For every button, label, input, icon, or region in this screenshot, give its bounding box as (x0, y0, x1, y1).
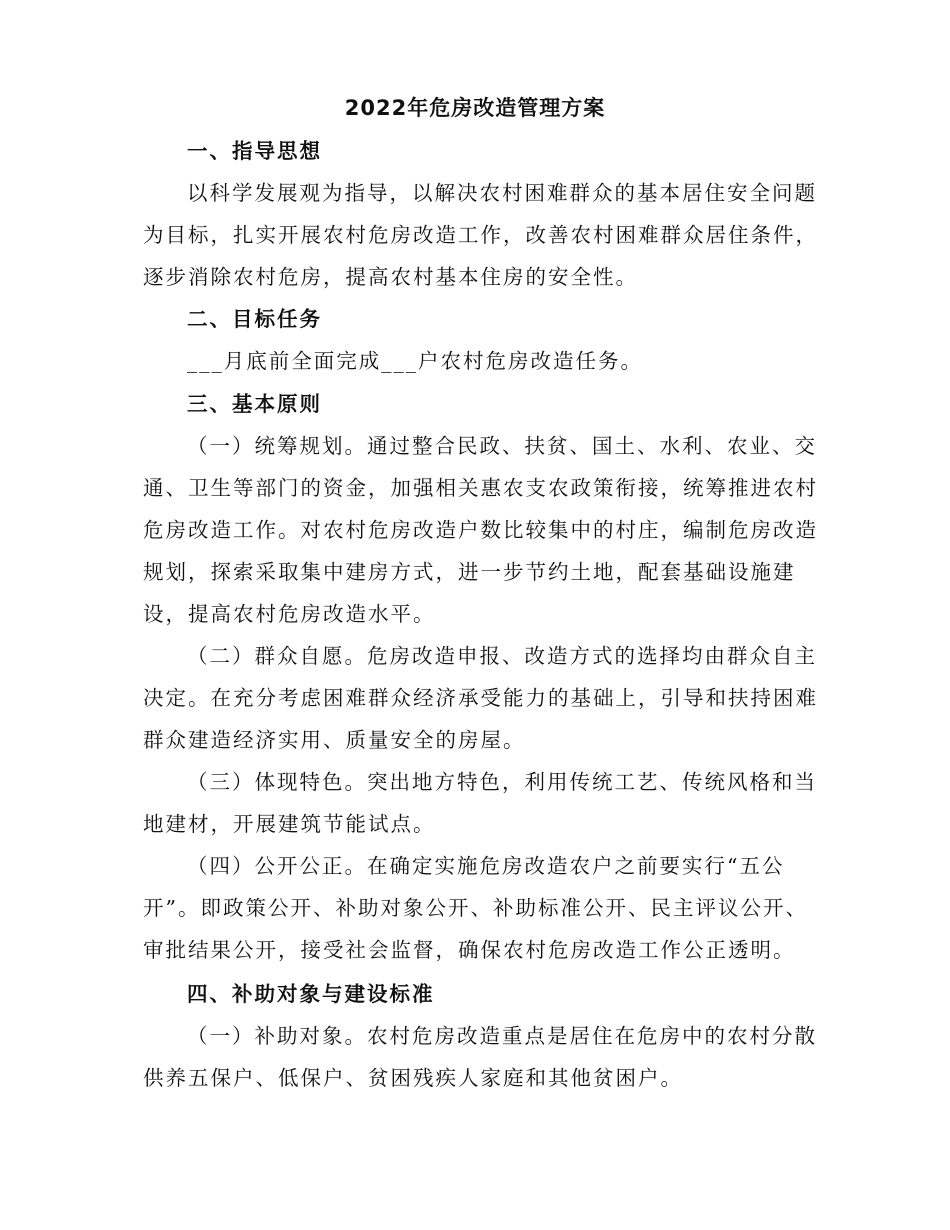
paragraph-line: 规划，探索采取集中建房方式，进一步节约土地，配套基础设施建 (143, 560, 796, 584)
paragraph-line: 群众建造经济实用、质量安全的房屋。 (143, 728, 526, 752)
paragraph-line: 审批结果公开，接受社会监督，确保农村危房改造工作公正透明。 (143, 938, 796, 962)
section-basic-principles (143, 383, 818, 971)
paragraph-line: ___月底前全面完成___户农村危房改造任务。 (187, 349, 643, 373)
paragraph-line: 危房改造工作。对农村危房改造户数比较集中的村庄，编制危房改造 (143, 518, 818, 542)
paragraph-line: （一）统筹规划。通过整合民政、扶贫、国土、水利、农业、交 (187, 434, 817, 458)
paragraph-line: （四）公开公正。在确定实施危房改造农户之前要实行“五公 (187, 854, 785, 878)
paragraph-line: 开”。即政策公开、补助对象公开、补助标准公开、民主评议公开、 (143, 896, 808, 920)
section-heading: 一、指导思想 (187, 139, 322, 163)
section-guiding-thought (143, 130, 818, 298)
paragraph-line: 通、卫生等部门的资金，加强相关惠农支农政策衔接，统筹推进农村 (143, 476, 818, 500)
section-goal-task (143, 298, 803, 382)
paragraph-line: 为目标，扎实开展农村危房改造工作，改善农村困难群众居住条件， (143, 223, 818, 247)
paragraph-line: 地建材，开展建筑节能试点。 (143, 812, 436, 836)
section-heading: 三、基本原则 (187, 392, 322, 416)
paragraph-line: 设，提高农村危房改造水平。 (143, 602, 436, 626)
section-heading: 四、补助对象与建设标准 (187, 982, 435, 1006)
paragraph-line: 以科学发展观为指导，以解决农村困难群众的基本居住安全问题 (187, 181, 817, 205)
paragraph-line: （二）群众自愿。危房改造申报、改造方式的选择均由群众自主 (187, 644, 817, 668)
paragraph-line: 决定。在充分考虑困难群众经济承受能力的基础上，引导和扶持困难 (143, 686, 818, 710)
section-subsidy-targets (143, 973, 817, 1099)
paragraph-line: 逐步消除农村危房，提高农村基本住房的安全性。 (143, 265, 638, 289)
document-title: 2022年危房改造管理方案 (344, 96, 606, 120)
paragraph-line: （三）体现特色。突出地方特色，利用传统工艺、传统风格和当 (187, 770, 817, 794)
paragraph-line: 供养五保户、低保户、贫困残疾人家庭和其他贫困户。 (143, 1066, 683, 1090)
paragraph-line: （一）补助对象。农村危房改造重点是居住在危房中的农村分散 (187, 1024, 817, 1048)
section-heading: 二、目标任务 (187, 307, 322, 331)
